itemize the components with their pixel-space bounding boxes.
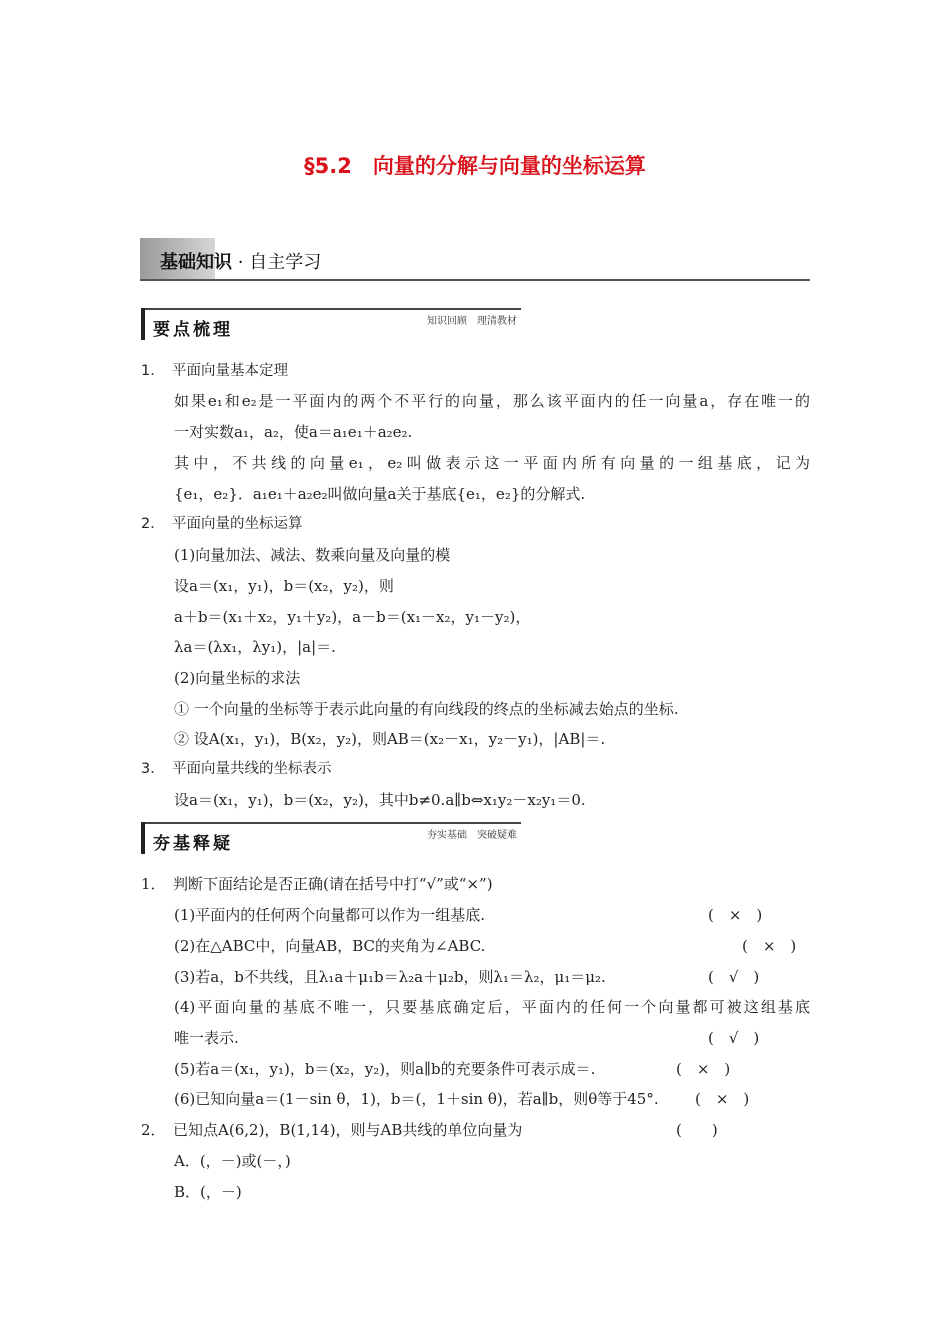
section-rule <box>145 308 521 310</box>
text-line: 1． 判断下面结论是否正确(请在括号中打“√”或“×”) <box>141 875 493 893</box>
answer-bracket: ( √ ) <box>708 1029 760 1047</box>
section-bar <box>141 308 145 340</box>
text-line: (4)平面向量的基底不唯一，只要基底确定后，平面内的任何一个向量都可被这组基底 <box>174 998 810 1016</box>
section-name: 要点梳理 <box>153 320 233 340</box>
text-line: 其中，不共线的向量e₁，e₂叫做表示这一平面内所有向量的一组基底，记为 <box>174 454 810 472</box>
text-line: λa＝(λx₁，λy₁)，|a|＝. <box>174 638 336 656</box>
answer-bracket: ( × ) <box>742 937 797 955</box>
section-banner <box>140 238 810 282</box>
text-line: (6)已知向量a＝(1－sin θ，1)，b＝(，1＋sin θ)，若a∥b，则θ等于45°. <box>174 1090 659 1108</box>
text-line: 一对实数a₁，a₂，使a＝a₁e₁＋a₂e₂. <box>174 423 413 441</box>
answer-bracket: ( √ ) <box>708 968 760 986</box>
section-subtitle: 夯实基础 突破疑难 <box>427 830 517 841</box>
banner-rule <box>140 279 810 281</box>
text-line: (2)向量坐标的求法 <box>174 669 301 687</box>
banner-sub: 自主学习 <box>249 252 322 273</box>
section-subtitle: 知识回顾 理清教材 <box>427 316 517 327</box>
answer-bracket: ( × ) <box>708 906 763 924</box>
section-bar <box>141 822 145 854</box>
heading-line: 2． 平面向量的坐标运算 <box>141 516 303 532</box>
text-line: 2． 已知点A(6,2)，B(1,14)，则与AB共线的单位向量为 <box>141 1121 523 1139</box>
section-header-key-points <box>141 308 521 340</box>
section-name: 夯基释疑 <box>153 834 233 854</box>
text-line: 设a＝(x₁，y₁)，b＝(x₂，y₂)，则 <box>174 577 394 595</box>
text-line: B．(，－) <box>174 1183 242 1201</box>
answer-bracket: ( ) <box>676 1121 718 1139</box>
heading-line: 1． 平面向量基本定理 <box>141 363 288 379</box>
page-title: §5.2 向量的分解与向量的坐标运算 <box>304 154 646 178</box>
text-line: {e₁，e₂}．a₁e₁＋a₂e₂叫做向量a关于基底{e₁，e₂}的分解式. <box>174 485 586 503</box>
text-line: 唯一表示. <box>174 1029 239 1047</box>
text-line: A．(，－)或(－，) <box>174 1152 291 1170</box>
banner-dot: · <box>237 252 244 273</box>
text-line: ② 设A(x₁，y₁)，B(x₂，y₂)，则AB＝(x₂－x₁，y₂－y₁)，|AB|＝. <box>174 730 606 748</box>
text-line: (5)若a＝(x₁，y₁)，b＝(x₂，y₂)，则a∥b的充要条件可表示成＝. <box>174 1060 596 1078</box>
banner-main: 基础知识 <box>160 252 232 273</box>
text-line: (1)平面内的任何两个向量都可以作为一组基底. <box>174 906 486 924</box>
text-line: (1)向量加法、减法、数乘向量及向量的模 <box>174 546 451 564</box>
section-header-practice <box>141 822 521 854</box>
section-rule <box>145 822 521 824</box>
text-line: a＋b＝(x₁＋x₂，y₁＋y₂)，a－b＝(x₁－x₂，y₁－y₂)， <box>174 608 531 626</box>
heading-line: 3． 平面向量共线的坐标表示 <box>141 761 332 777</box>
text-line: ① 一个向量的坐标等于表示此向量的有向线段的终点的坐标减去始点的坐标. <box>174 700 679 718</box>
banner-text <box>160 248 321 274</box>
text-line: (3)若a，b不共线，且λ₁a＋μ₁b＝λ₂a＋μ₂b，则λ₁＝λ₂，μ₁＝μ₂. <box>174 968 606 986</box>
text-line: (2)在△ABC中，向量AB，BC的夹角为∠ABC. <box>174 937 486 955</box>
answer-bracket: ( × ) <box>676 1060 731 1078</box>
answer-bracket: ( × ) <box>695 1090 750 1108</box>
text-line: 如果e₁和e₂是一平面内的两个不平行的向量，那么该平面内的任一向量a，存在唯一的 <box>174 392 810 410</box>
text-line: 设a＝(x₁，y₁)，b＝(x₂，y₂)，其中b≠0.a∥b⇔x₁y₂－x₂y₁＝0. <box>174 791 586 809</box>
